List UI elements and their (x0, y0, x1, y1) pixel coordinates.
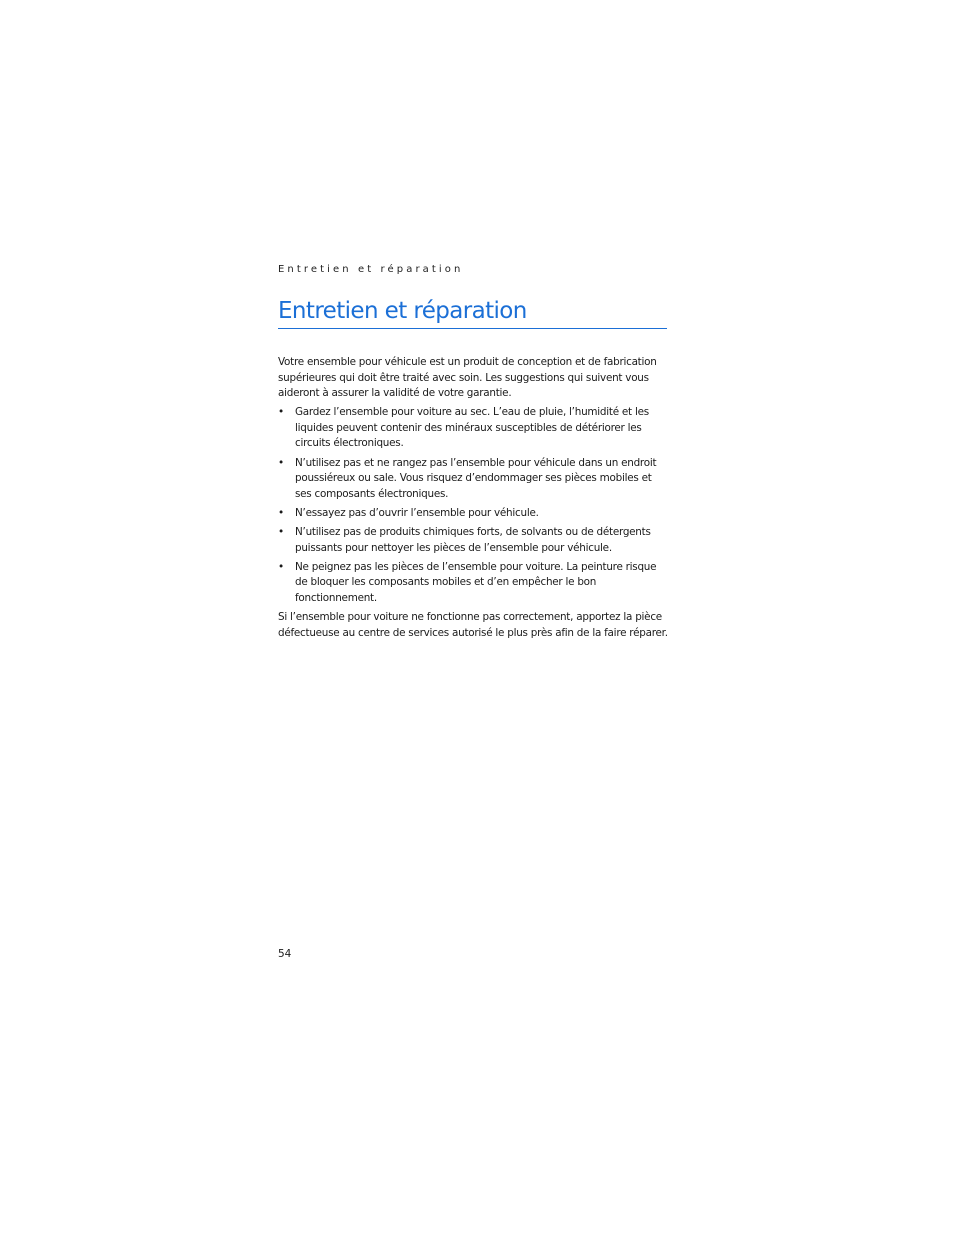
bullet-icon: • (278, 560, 284, 573)
list-item (278, 405, 670, 452)
list-item (278, 506, 670, 522)
page-number: 54 (278, 948, 292, 960)
care-instructions-list (278, 405, 670, 606)
bullet-icon: • (278, 525, 284, 538)
bullet-icon: • (278, 506, 284, 519)
list-item-text: N’utilisez pas et ne rangez pas l’ensemble pour véhicule dans un endroit poussiéreux ou sale. Vous risquez d’endommager ses pièces mobiles et ses composants électroniques. (295, 456, 657, 500)
bullet-icon: • (278, 406, 284, 419)
page-title: Entretien et réparation (278, 298, 527, 324)
list-item-text: Gardez l’ensemble pour voiture au sec. L’eau de pluie, l’humidité et les liquides peuvent contenir des minéraux susceptibles de détériorer les circuits électroniques. (295, 406, 649, 450)
list-item-text: Ne peignez pas les pièces de l’ensemble pour voiture. La peinture risque de bloquer les composants mobiles et d’en empêcher le bon fonctionnement. (295, 560, 657, 604)
list-item (278, 456, 670, 503)
intro-paragraph: Votre ensemble pour véhicule est un produit de conception et de fabrication supérieures qui doit être traité avec soin. Les suggestions qui suivent vous aideront à assurer la validité de votre garantie. (278, 356, 657, 400)
body-text (278, 355, 670, 641)
closing-paragraph: Si l’ensemble pour voiture ne fonctionne pas correctement, apportez la pièce défectueuse au centre de services autorisé le plus près afin de la faire réparer. (278, 610, 668, 639)
list-item-text: N’utilisez pas de produits chimiques forts, de solvants ou de détergents puissants pour nettoyer les pièces de l’ensemble pour véhicule. (295, 525, 651, 554)
title-underline (278, 328, 667, 329)
section-title-block (278, 296, 667, 329)
bullet-icon: • (278, 456, 284, 469)
list-item-text: N’essayez pas d’ouvrir l’ensemble pour véhicule. (295, 506, 539, 519)
list-item (278, 525, 670, 556)
list-item (278, 560, 670, 607)
running-header: Entretien et réparation (278, 264, 464, 275)
